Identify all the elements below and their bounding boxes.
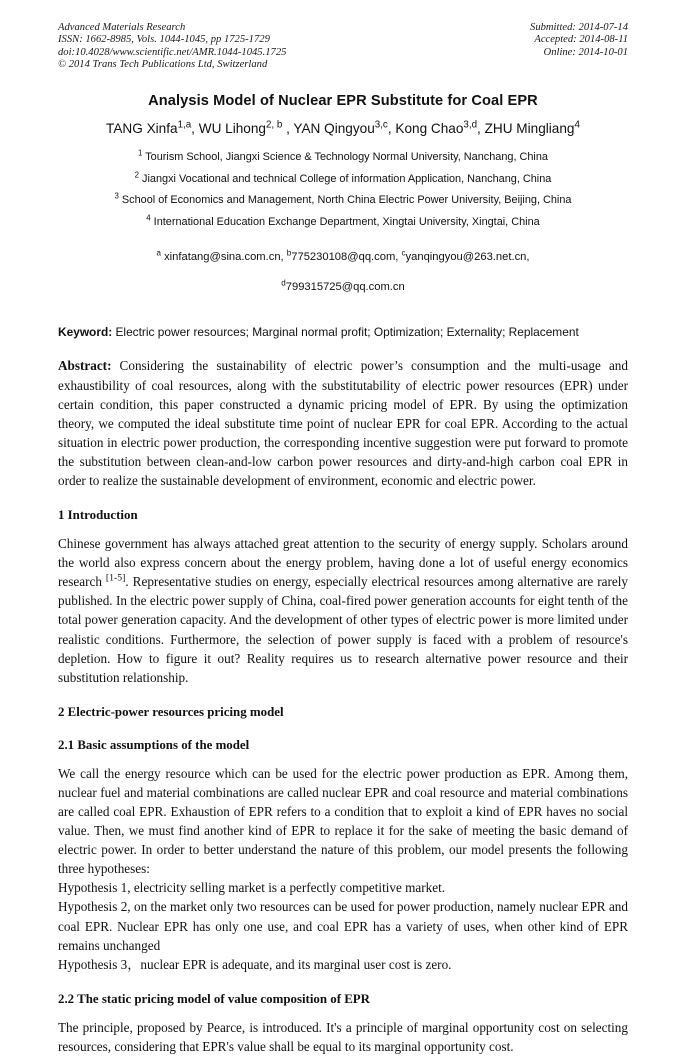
heading-basic-assumptions: 2.1 Basic assumptions of the model [58, 737, 250, 752]
affiliation-item: $^1$ Tourism School, Jiangxi Science & Technology Normal University, Nanchang, China [138, 148, 548, 164]
masthead-journal-info [58, 22, 286, 72]
masthead-dates [530, 22, 628, 59]
masthead [58, 22, 628, 72]
keyword-text: Electric power resources; Marginal normal profit; Optimization; Externality; Replacement [112, 325, 579, 340]
email-marker: c [401, 248, 406, 258]
author-name: TANG Xinfa [106, 121, 178, 137]
email-address: xinfatang@sina.com.cn, [160, 251, 284, 264]
heading-pricing-model: 2 Electric-power resources pricing model [58, 704, 284, 719]
abstract-text: Considering the sustainability of electric power’s consumption and the multi-usage and exhaustibility of coal resources, along with the substitutability of electric power resources (EPR) under certain condition, this paper constructed a dynamic pricing model of EPR. By using the optimization theory, we computed the ideal substitute time point of nuclear EPR for coal EPR. According to the actual situation in electric power production, the corresponding incentive suggestion were put forward to promote the substitution between clean-and-low carbon power resources and dirty-and-high carbon coal EPR in order to realize the sustainable development of environment, economic and electric power. [58, 358, 628, 488]
affiliation-item: $^3$ School of Economics and Management, North China Electric Power University, Beijing, China [114, 191, 572, 207]
affiliation-marker: 1 [138, 148, 143, 158]
affiliation-marker: 2 [134, 170, 140, 180]
author-name: WU Lihong [198, 121, 266, 137]
email-line-2 [58, 272, 628, 302]
heading-static-pricing: 2.2 The static pricing model of value composition of EPR [58, 991, 370, 1006]
affiliation-item: $^4$ International Education Exchange Department, Xingtai University, Xingtai, China [146, 213, 540, 228]
hypothesis-2: Hypothesis 2, on the market only two resources can be used for power production, namely nuclear EPR and coal EPR. Nuclear EPR has only one use, and coal EPR has a variety of uses, when other kind of EPR remains unchanged [58, 899, 628, 953]
author-name: YAN Qingyou [293, 121, 375, 137]
doi: doi:10.4028/www.scientific.net/AMR.1044-1045.1725 [58, 46, 287, 58]
journal-name: Advanced Materials Research [58, 22, 186, 33]
introduction-text-part1: Chinese government has always attached great attention to the security of energy supply. Scholars around the world also express concern about the energy problem, having done a lot of useful energy economics research [58, 536, 628, 590]
basic-assumptions-paragraph: We call the energy resource which can be used for the electric power production as EPR. Among them, nuclear fuel and material combinations are called nuclear EPR and coal resource and material combinations are called coal EPR. Exhaustion of EPR refers to a condition that to exploit a kind of EPR haves no social value. Then, we must find another kind of EPR to replace it for the sake of meeting the basic demand of electric power. In order to better understand the nature of this problem, our model presents the following three hypotheses: [58, 765, 628, 877]
email-address: 799315725@qq.com.cn [285, 281, 405, 294]
author-name: ZHU Mingliang [484, 121, 575, 137]
author-list: TANG Xinfa$^{1,a}$, WU Lihong$^{2, b}$ , YAN Qingyou$^{3,c}$, Kong Chao$^{3,d}$, ZHU Mingliang$^4$ [106, 119, 580, 137]
author-name: Kong Chao [395, 121, 464, 137]
affiliation-list [58, 147, 628, 233]
heading-introduction: 1 Introduction [58, 508, 138, 523]
affiliation-marker: 3 [114, 191, 119, 201]
email-address: 775230108@qq.com, [291, 251, 399, 264]
hypothesis-1: Hypothesis 1, electricity selling market is a perfectly competitive market. [58, 880, 446, 896]
email-line-1 [58, 242, 628, 272]
affiliation-marker: 4 [146, 213, 151, 223]
copyright: © 2014 Trans Tech Publications Ltd, Switzerland [58, 59, 268, 71]
email-marker: a [156, 248, 161, 258]
issn-volume-pages: ISSN: 1662-8985, Vols. 1044-1045, pp 1725-1729 [58, 34, 270, 46]
author-affiliation-marker: 3,c [374, 119, 388, 131]
author-affiliation-marker: 2, b [265, 119, 283, 131]
email-address: yanqingyou@263.net.cn, [405, 251, 530, 264]
author-affiliation-marker: 3,d [463, 119, 478, 131]
online-date: Online: 2014-10-01 [543, 46, 628, 58]
email-list [58, 242, 628, 302]
keyword-line [58, 324, 628, 340]
affiliation-item: $^2$ Jiangxi Vocational and technical College of information Application, Nanchang, China [134, 170, 552, 185]
email-marker: b [286, 248, 292, 258]
keyword-label: Keyword: [58, 325, 113, 340]
abstract-label: Abstract: [58, 358, 112, 374]
hypothesis-3: Hypothesis 3，nuclear EPR is adequate, and its marginal user cost is zero. [58, 956, 452, 972]
citation-ref: [1-5] [105, 572, 126, 584]
accepted-date: Accepted: 2014-08-11 [534, 34, 628, 46]
static-pricing-paragraph: The principle, proposed by Pearce, is introduced. It's a principle of marginal opportunity cost on selecting resources, considering that EPR's value shall be equal to its marginal opportunity cost. [58, 1019, 628, 1054]
paper-title: Analysis Model of Nuclear EPR Substitute for Coal EPR [148, 92, 538, 109]
introduction-paragraph [58, 534, 628, 687]
introduction-text-part2: . Representative studies on energy, especially electrical resources among alternative are rarely published. In the electric power supply of China, coal-fired power generation accounts for eight tenth of the total power generation capacity. And the development of other types of electric power is more limited under realistic conditions. Furthermore, the selection of power supply is faced with a problem of resource's depletion. How to figure it out? Reality requires us to research alternative power resource and their substitution relationship. [58, 574, 628, 685]
email-marker: d [281, 278, 286, 288]
submitted-date: Submitted: 2014-07-14 [530, 22, 628, 33]
author-affiliation-marker: 1,a [177, 119, 192, 131]
abstract-block [58, 356, 628, 490]
author-affiliation-marker: 4 [574, 119, 580, 131]
